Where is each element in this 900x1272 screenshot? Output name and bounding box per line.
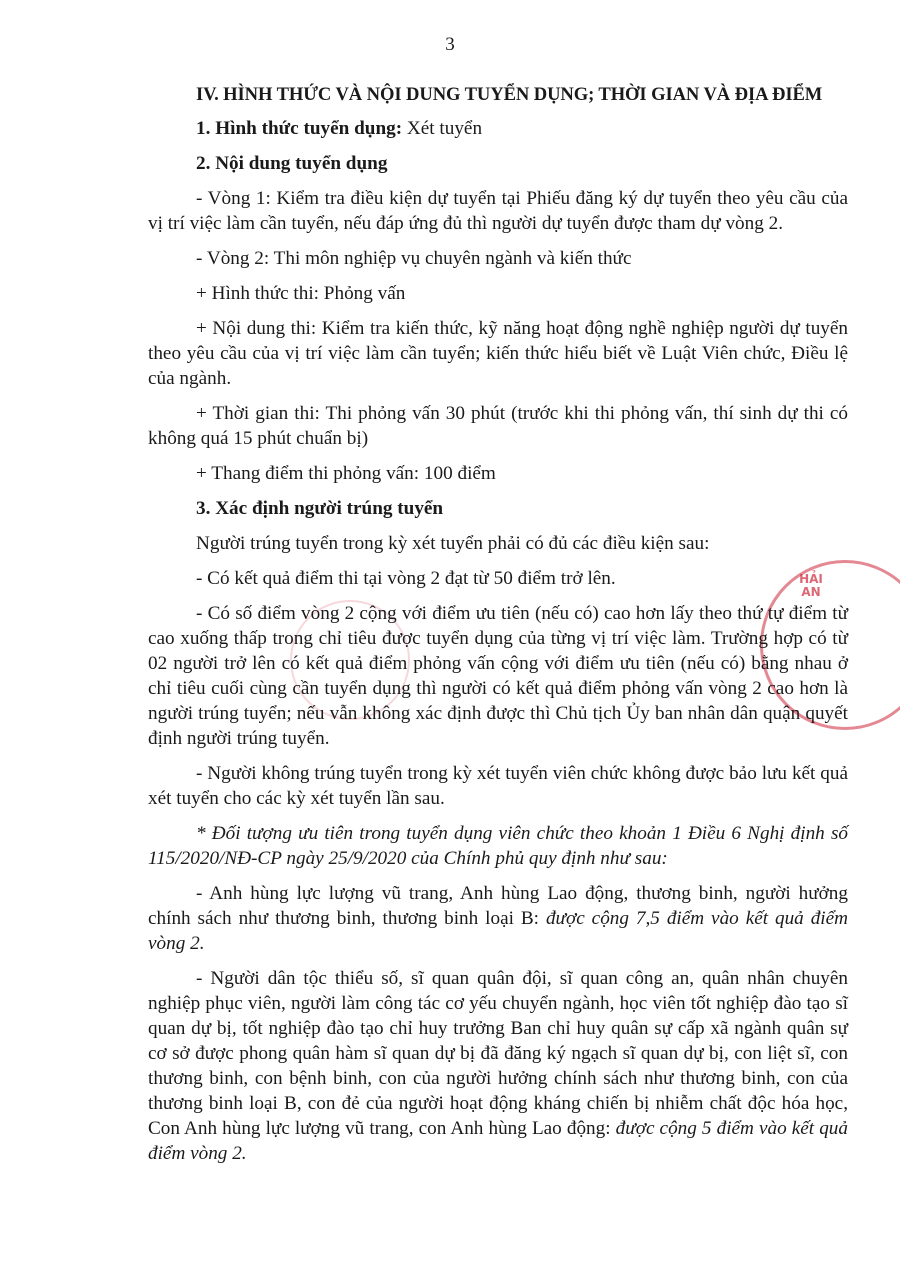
section1-heading [196,116,848,141]
page-number: 3 [445,34,455,55]
priority1-paragraph [148,881,848,956]
stamp-label: HẢI AN [799,572,823,599]
exam-form-paragraph: + Hình thức thi: Phỏng vấn [196,283,406,304]
winner-intro-paragraph: Người trúng tuyển trong kỳ xét tuyển phải có đủ các điều kiện sau: [196,533,710,554]
priority1-bonus: được cộng 7,5 điểm vào kết quả điểm vòng 2. [148,908,848,954]
section3-title: 3. Xác định người trúng tuyển [196,498,444,519]
round1-paragraph: - Vòng 1: Kiểm tra điều kiện dự tuyển tại Phiếu đăng ký dự tuyển theo yêu cầu của vị trí việc làm cần tuyển, nếu đáp ứng đủ thì người dự tuyển được tham dự vòng 2. [148,188,848,234]
exam-content-paragraph: + Nội dung thi: Kiểm tra kiến thức, kỹ năng hoạt động nghề nghiệp người dự tuyển theo yêu cầu của vị trí việc làm cần tuyển; kiến thức hiểu biết về Luật Viên chức, Điều lệ của ngành. [148,318,848,389]
section1-value: Xét tuyển [406,118,483,139]
section1-title: 1. Hình thức tuyển dụng: [196,118,403,139]
priority1-text: - Anh hùng lực lượng vũ trang, Anh hùng Lao động, thương binh, người hưởng chính sách như thương binh, thương binh loại B: [148,883,848,929]
exam-scale-paragraph: + Thang điểm thi phỏng vấn: 100 điểm [196,463,496,484]
section2-title: 2. Nội dung tuyển dụng [196,153,388,174]
round2-paragraph: - Vòng 2: Thi môn nghiệp vụ chuyên ngành và kiến thức [196,248,632,269]
priority2-text: - Người dân tộc thiểu số, sĩ quan quân đội, sĩ quan công an, quân nhân chuyên nghiệp phục viên, người làm công tác cơ yếu chuyển ngành, học viên tốt nghiệp đào tạo sĩ quan dự bị, tốt nghiệp đào tạo chỉ huy trưởng Ban chỉ huy quân sự cấp xã ngành quân sự cơ sở được phong quân hàm sĩ quan dự bị đã đăng ký ngạch sĩ quan dự bị, con liệt sĩ, con thương binh, con bệnh binh, con của người hưởng chính sách như thương binh, con của thương binh loại B, con đẻ của người hoạt động kháng chiến bị nhiễm chất độc hóa học, Con Anh hùng lực lượng vũ trang, con Anh hùng Lao động: [148,968,848,1139]
priority-intro-paragraph: * Đối tượng ưu tiên trong tuyển dụng viên chức theo khoản 1 Điều 6 Nghị định số 115/2020/NĐ-CP ngày 25/9/2020 của Chính phủ quy định như sau: [148,823,848,869]
priority2-paragraph [148,966,848,1166]
document-body [148,82,848,1176]
priority2-bonus: được cộng 5 điểm vào kết quả điểm vòng 2. [148,1118,848,1164]
condition1-paragraph: - Có kết quả điểm thi tại vòng 2 đạt từ 50 điểm trở lên. [196,568,616,589]
exam-time-paragraph: + Thời gian thi: Thi phỏng vấn 30 phút (trước khi thi phỏng vấn, thí sinh dự thi có không quá 15 phút chuẩn bị) [148,403,848,449]
condition3-paragraph: - Người không trúng tuyển trong kỳ xét tuyển viên chức không được bảo lưu kết quả xét tuyển cho các kỳ xét tuyển lần sau. [148,763,848,809]
section-heading: IV. HÌNH THỨC VÀ NỘI DUNG TUYỂN DỤNG; THỜI GIAN VÀ ĐỊA ĐIỂM [196,84,823,105]
condition2-paragraph: - Có số điểm vòng 2 cộng với điểm ưu tiên (nếu có) cao hơn lấy theo thứ tự điểm từ cao xuống thấp trong chỉ tiêu được tuyển dụng của từng vị trí việc làm. Trường hợp có từ 02 người trở lên có kết quả điểm phỏng vấn cộng với điểm ưu tiên (nếu có) bằng nhau ở chỉ tiêu cuối cùng cần tuyển dụng thì người có kết quả điểm phỏng vấn vòng 2 cao hơn là người trúng tuyển; nếu vẫn không xác định được thì Chủ tịch Ủy ban nhân dân quận quyết định người trúng tuyển. [148,603,848,749]
